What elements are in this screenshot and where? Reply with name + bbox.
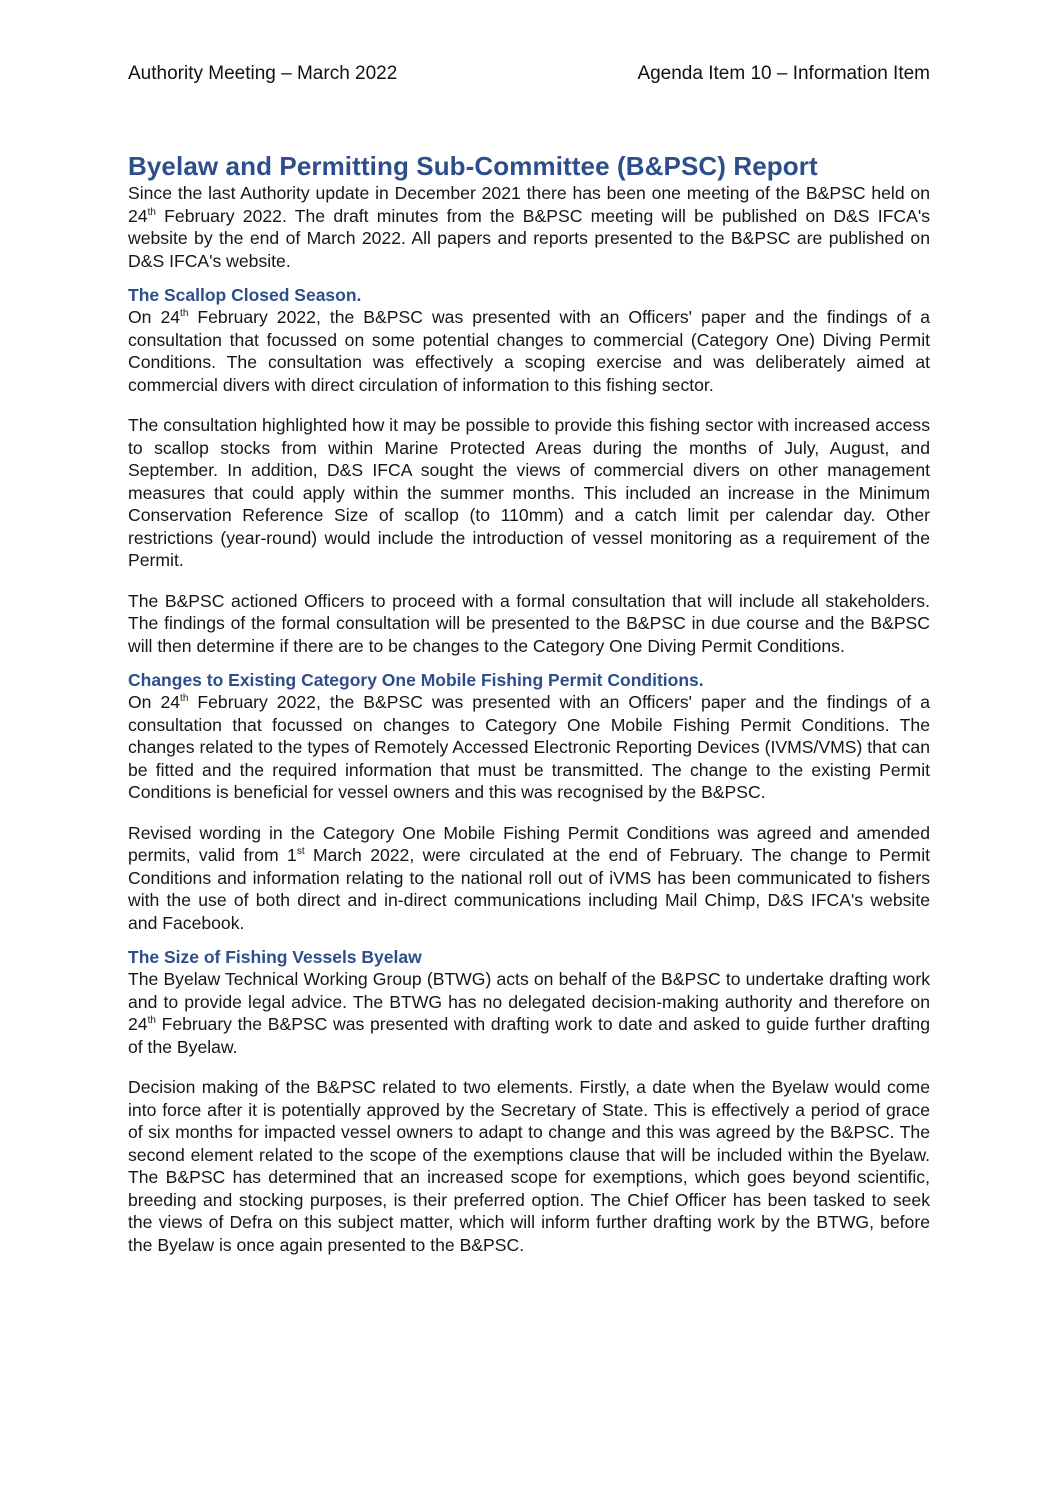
mobile-permit-paragraph-1: On 24th February 2022, the B&PSC was presented with an Officers' paper and the findings of a consultation that focussed on changes to Category One Mobile Fishing Permit Conditions. The changes related to the types of Remotely Accessed Electronic Reporting Devices (IVMS/VMS) that can be fitted and the required information that must be transmitted. The change to the existing Permit Conditions is beneficial for vessel owners and this was recognised by the B&PSC.	[128, 692, 930, 802]
report-title: Byelaw and Permitting Sub-Committee (B&PSC) Report	[128, 151, 818, 181]
scallop-paragraph-1: On 24th February 2022, the B&PSC was presented with an Officers' paper and the findings of a consultation that focussed on some potential changes to commercial (Category One) Diving Permit Conditions. The consultation was effectively a scoping exercise and was deliberately aimed at commercial divers with direct circulation of information to this fishing sector.	[128, 307, 930, 395]
section-heading-mobile-permit: Changes to Existing Category One Mobile Fishing Permit Conditions.	[128, 670, 704, 690]
vessel-size-paragraph-2: Decision making of the B&PSC related to two elements. Firstly, a date when the Byelaw would come into force after it is potentially approved by the Secretary of State. This is effectively a period of grace of six months for impacted vessel owners to adapt to change and this was agreed by the B&PSC. The second element related to the scope of the exemptions clause that will be included within the Byelaw. The B&PSC has determined that an increased scope for exemptions, which goes beyond scientific, breeding and stocking purposes, is their preferred option. The Chief Officer has been tasked to seek the views of Defra on this subject matter, which will inform further drafting work by the BTWG, before the Byelaw is once again presented to the B&PSC.	[128, 1077, 930, 1255]
section-heading-scallop: The Scallop Closed Season.	[128, 285, 362, 305]
section-heading-vessel-size: The Size of Fishing Vessels Byelaw	[128, 947, 422, 967]
intro-paragraph: Since the last Authority update in December 2021 there has been one meeting of the B&PSC held on 24th February 2022. The draft minutes from the B&PSC meeting will be published on D&S IFCA's website by the end of March 2022. All papers and reports presented to the B&PSC are published on D&S IFCA's website.	[128, 183, 930, 271]
report-body	[128, 150, 930, 1256]
header-meeting: Authority Meeting – March 2022	[128, 63, 398, 84]
mobile-permit-paragraph-2: Revised wording in the Category One Mobile Fishing Permit Conditions was agreed and amended permits, valid from 1st March 2022, were circulated at the end of February. The change to Permit Conditions and information relating to the national roll out of iVMS has been communicated to fishers with the use of both direct and in-direct communications including Mail Chimp, D&S IFCA's website and Facebook.	[128, 822, 931, 933]
vessel-size-paragraph-1: The Byelaw Technical Working Group (BTWG) acts on behalf of the B&PSC to undertake drafting work and to provide legal advice. The BTWG has no delegated decision-making authority and therefore on 24th February the B&PSC was presented with drafting work to date and asked to guide further drafting of the Byelaw.	[128, 969, 930, 1057]
page-header	[128, 62, 930, 86]
scallop-paragraph-2: The consultation highlighted how it may be possible to provide this fishing sector with increased access to scallop stocks from within Marine Protected Areas during the months of July, August, and September. In addition, D&S IFCA sought the views of commercial divers on other management measures that could apply within the summer months. This included an increase in the Minimum Conservation Reference Size of scallop (to 110mm) and a catch limit per calendar day. Other restrictions (year-round) would include the introduction of vessel monitoring as a requirement of the Permit.	[128, 415, 930, 570]
header-agenda-item: Agenda Item 10 – Information Item	[637, 63, 930, 84]
scallop-paragraph-3: The B&PSC actioned Officers to proceed with a formal consultation that will include all stakeholders. The findings of the formal consultation will be presented to the B&PSC in due course and the B&PSC will then determine if there are to be changes to the Category One Diving Permit Conditions.	[128, 590, 930, 656]
